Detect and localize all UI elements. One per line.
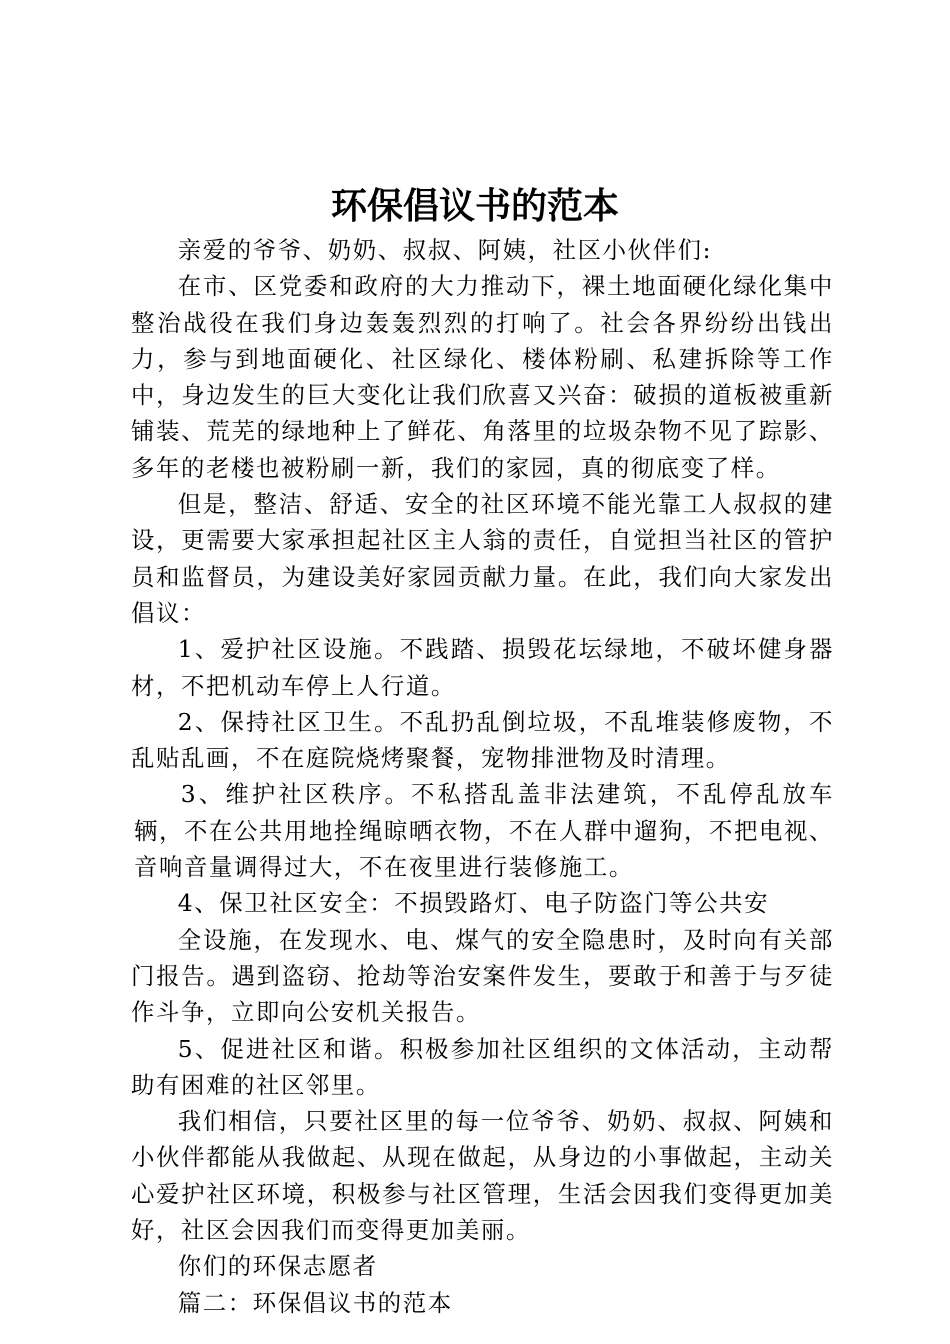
list-item-4: 4、保卫社区安全：不损毁路灯、电子防盗门等公共安 xyxy=(177,889,770,918)
document-body xyxy=(131,232,834,1321)
list-item-4-continued: 全设施，在发现水、电、煤气的安全隐患时，及时向有关部门报告。遇到盗窃、抢劫等治安案件发生，要敢于和善于与歹徒作斗争，立即向公安机关报告。 xyxy=(131,925,834,1027)
paragraph-closing: 我们相信，只要社区里的每一位爷爷、奶奶、叔叔、阿姨和小伙伴都能从我做起、从现在做起，从身边的小事做起，主动关心爱护社区环境，积极参与社区管理，生活会因我们变得更加美好，社区会因我们而变得更加美丽。 xyxy=(131,1107,834,1245)
signature: 你们的环保志愿者 xyxy=(177,1252,378,1281)
list-item-1: 1、爱护社区设施。不践踏、损毁花坛绿地，不破坏健身器材，不把机动车停上人行道。 xyxy=(131,635,834,700)
list-item-3: 3、维护社区秩序。不私搭乱盖非法建筑，不乱停乱放车辆，不在公共用地拴绳晾晒衣物，不在人群中遛狗，不把电视、音响音量调得过大，不在夜里进行装修施工。 xyxy=(134,780,834,882)
next-section-heading: 篇二：环保倡议书的范本 xyxy=(177,1288,453,1317)
list-item-5: 5、促进社区和谐。积极参加社区组织的文体活动，主动帮助有困难的社区邻里。 xyxy=(131,1034,834,1099)
list-item-2: 2、保持社区卫生。不乱扔乱倒垃圾，不乱堆装修废物，不乱贴乱画，不在庭院烧烤聚餐，宠物排泄物及时清理。 xyxy=(131,707,834,773)
document-title: 环保倡议书的范本 xyxy=(330,186,619,227)
paragraph-intro: 在市、区党委和政府的大力推动下，裸土地面硬化绿化集中整治战役在我们身边轰轰烈烈的打响了。社会各界纷纷出钱出力，参与到地面硬化、社区绿化、楼体粉刷、私建拆除等工作中，身边发生的巨大变化让我们欣喜又兴奋：破损的道板被重新铺装、荒芜的绿地种上了鲜花、角落里的垃圾杂物不见了踪影、多年的老楼也被粉刷一新，我们的家园，真的彻底变了样。 xyxy=(131,272,834,482)
salutation: 亲爱的爷爷、奶奶、叔叔、阿姨，社区小伙伴们: xyxy=(177,236,713,264)
paragraph-appeal: 但是，整洁、舒适、安全的社区环境不能光靠工人叔叔的建设，更需要大家承担起社区主人翁的责任，自觉担当社区的管护员和监督员，为建设美好家园贡献力量。在此，我们向大家发出倡议： xyxy=(131,490,834,627)
